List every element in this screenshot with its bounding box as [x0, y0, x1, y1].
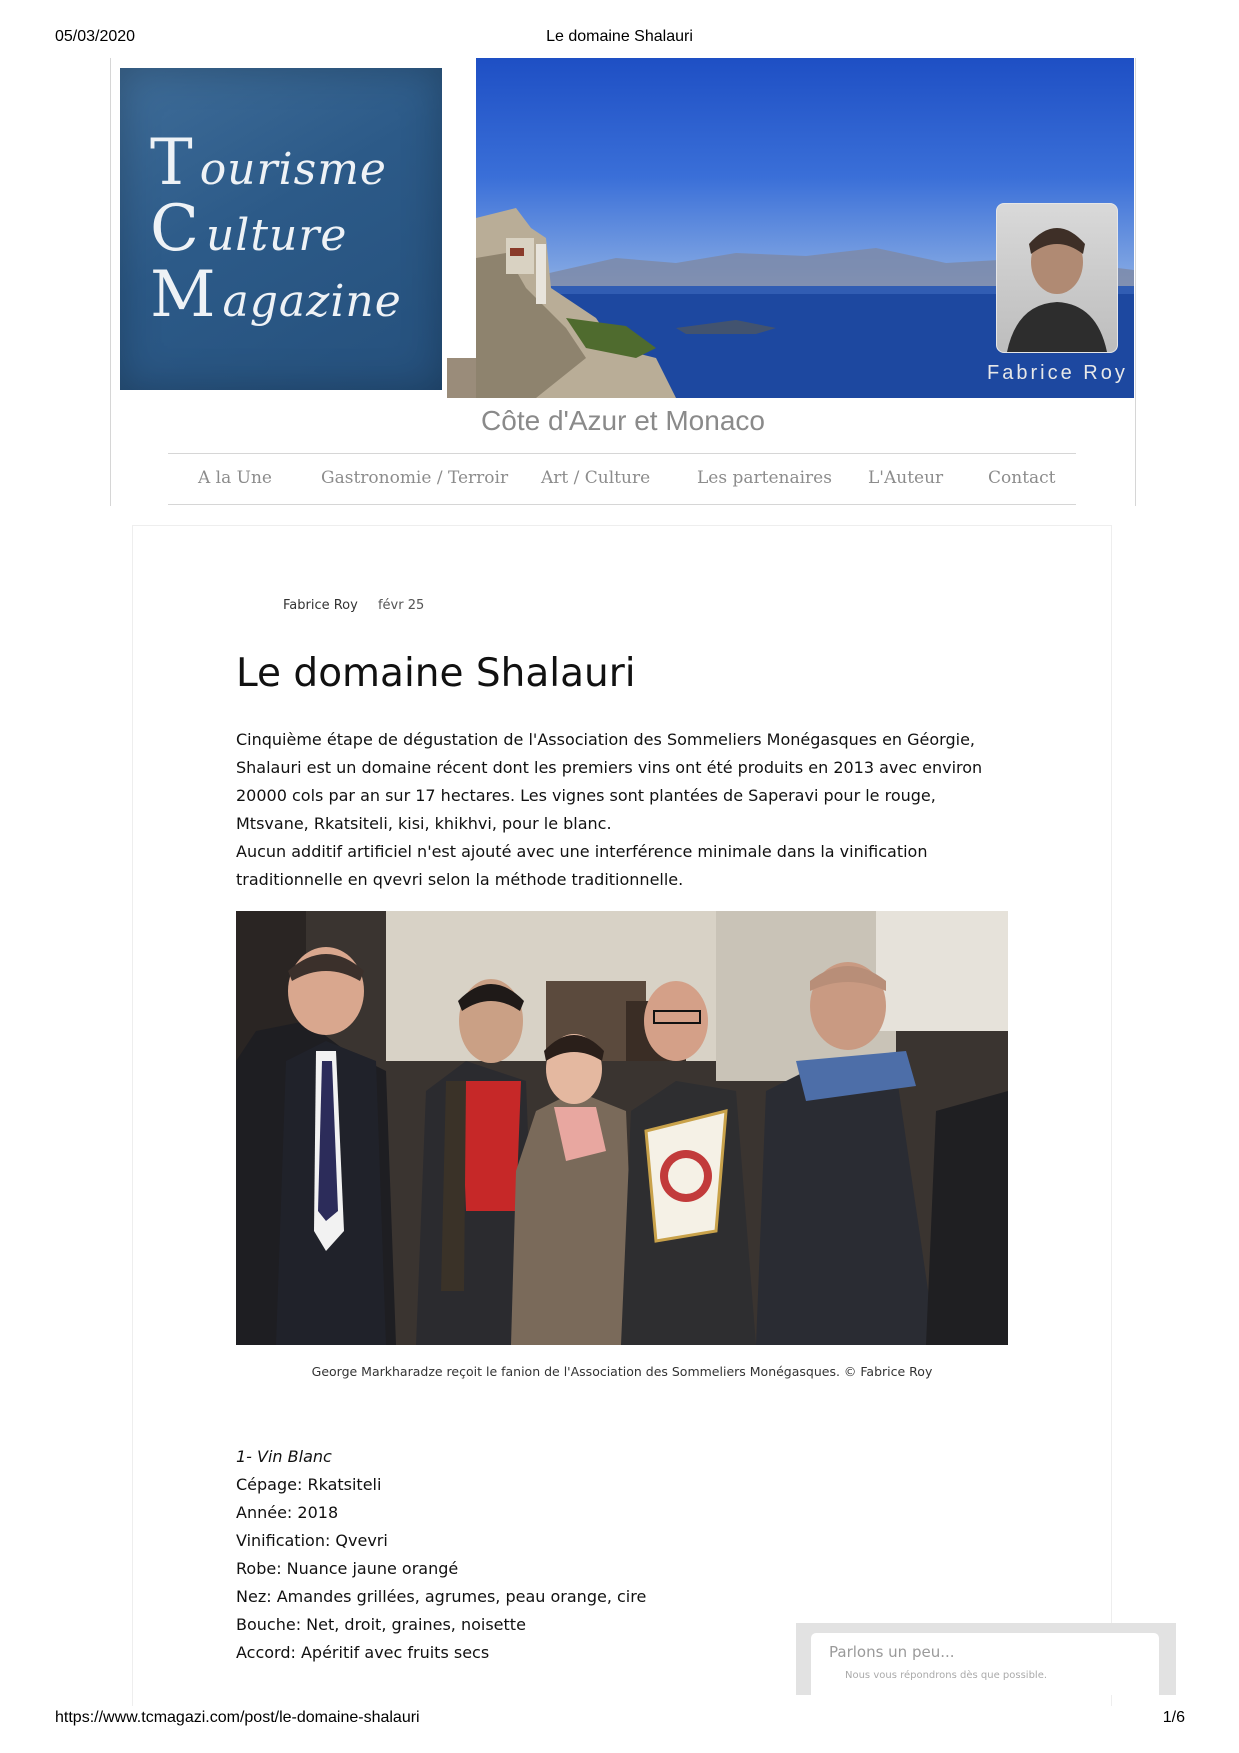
post-date: févr 25 [377, 598, 425, 613]
print-date: 05/03/2020 [55, 28, 136, 45]
spec-cepage: Cépage: Rkatsiteli [236, 1475, 382, 1494]
nav-item-a-la-une[interactable]: A la Une [198, 468, 272, 488]
group-photo [236, 911, 1008, 1345]
site-logo[interactable] [120, 68, 442, 390]
spec-bouche: Bouche: Net, droit, graines, noisette [236, 1615, 526, 1634]
author-signature: Fabrice Roy [987, 362, 1128, 384]
post-author[interactable]: Fabrice Roy [283, 598, 358, 613]
blog-post [132, 525, 1112, 1706]
intro-paragraph: Cinquième étape de dégustation de l'Association des Sommeliers Monégasques en Géorgie, Shalauri est un domaine récent dont les premiers vins ont été produits en 2013 avec environ 20000 cols par an sur 17 hectares. Les vignes sont plantées de Saperavi pour le rouge, Mtsvane, Rkatsiteli, kisi, khikhvi, pour le blanc. [236, 730, 983, 833]
photo-caption: George Markharadze reçoit le fanion de l'Association des Sommeliers Monégasques. © Fabrice Roy [311, 1364, 933, 1379]
spec-nez: Nez: Amandes grillées, agrumes, peau orange, cire [236, 1587, 647, 1606]
spec-annee: Année: 2018 [236, 1503, 339, 1522]
chat-input[interactable] [811, 1633, 1159, 1695]
intro-paragraph: Aucun additif artificiel n'est ajouté avec une interférence minimale dans la vinification traditionnelle en qvevri selon la méthode traditionnelle. [236, 842, 928, 889]
post-title: Le domaine Shalauri [236, 651, 636, 696]
author-portrait [997, 204, 1117, 352]
logo-line-magazine: M agazine [150, 258, 402, 332]
spec-vinification: Vinification: Qvevri [236, 1531, 388, 1550]
site-tagline: Côte d'Azur et Monaco [481, 405, 765, 436]
logo-line-tourisme: T ourisme [150, 126, 387, 200]
print-url: https://www.tcmagazi.com/post/le-domaine-shalauri [55, 1709, 420, 1726]
print-title: Le domaine Shalauri [546, 28, 693, 45]
print-page-number: 1/6 [1162, 1709, 1185, 1726]
chat-placeholder: Parlons un peu... [829, 1643, 955, 1661]
wine-specs [236, 1443, 646, 1667]
nav-item-partenaires[interactable]: Les partenaires [697, 468, 832, 488]
nav-item-auteur[interactable]: L'Auteur [868, 468, 944, 488]
chat-subtext: Nous vous répondrons dès que possible. [845, 1670, 1048, 1681]
post-intro [236, 726, 1006, 894]
nav-item-gastronomie[interactable]: Gastronomie / Terroir [321, 468, 509, 488]
hero-image [476, 58, 1134, 398]
wine-heading: 1- Vin Blanc [236, 1447, 332, 1466]
main-nav [168, 453, 1076, 505]
nav-item-contact[interactable]: Contact [988, 468, 1056, 488]
spec-accord: Accord: Apéritif avec fruits secs [236, 1643, 490, 1662]
spec-robe: Robe: Nuance jaune orangé [236, 1559, 459, 1578]
author-avatar[interactable] [996, 203, 1118, 353]
post-photo[interactable] [236, 911, 1008, 1345]
site-header [110, 58, 1136, 506]
chat-widget [796, 1623, 1176, 1695]
post-meta [283, 598, 424, 613]
nav-item-art-culture[interactable]: Art / Culture [541, 468, 651, 488]
logo-line-culture: C ulture [150, 192, 348, 266]
hero-cliff-edge [447, 358, 477, 398]
